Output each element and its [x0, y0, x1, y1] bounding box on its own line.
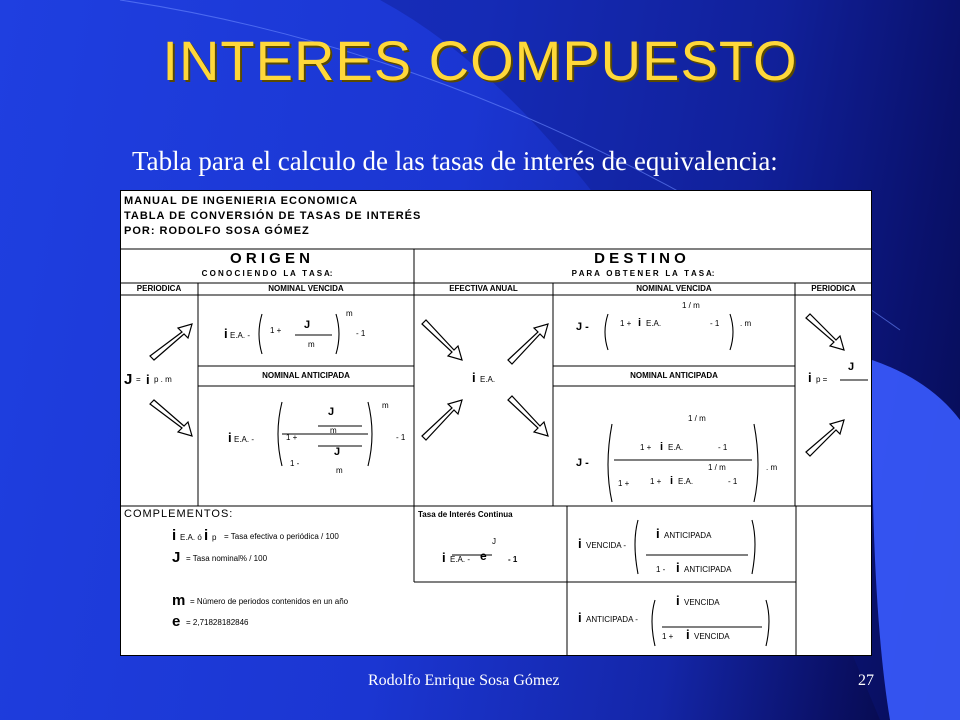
- svg-text:i: i: [676, 593, 680, 608]
- svg-text:i: i: [224, 326, 228, 341]
- svg-text:- 1: - 1: [396, 433, 406, 442]
- svg-text:i: i: [808, 370, 812, 385]
- origen-label: O R I G E N: [229, 250, 310, 267]
- svg-text:i: i: [670, 475, 674, 487]
- svg-text:1 / m: 1 / m: [708, 463, 726, 472]
- svg-text:m: m: [330, 426, 337, 435]
- svg-text:i: i: [204, 527, 209, 544]
- svg-text:J: J: [124, 371, 133, 388]
- svg-text:J: J: [492, 537, 496, 546]
- col-nominal-anticipada: NOMINAL ANTICIPADA: [262, 371, 350, 380]
- svg-text:ANTICIPADA -: ANTICIPADA -: [586, 615, 638, 624]
- svg-text:m: m: [172, 592, 186, 609]
- svg-text:J: J: [328, 406, 335, 418]
- svg-text:- 1: - 1: [718, 443, 728, 452]
- svg-text:- 1: - 1: [728, 477, 738, 486]
- continua-title: Tasa de Interés Continua: [418, 510, 513, 519]
- svg-text:VENCIDA: VENCIDA: [684, 598, 720, 607]
- svg-text:m: m: [382, 401, 389, 410]
- svg-text:. m: . m: [766, 463, 778, 472]
- svg-text:E.A.: E.A.: [678, 477, 694, 486]
- svg-text:i: i: [578, 610, 582, 625]
- svg-text:m: m: [346, 309, 353, 318]
- col-efectiva-anual: EFECTIVA ANUAL: [449, 284, 518, 293]
- svg-text:m: m: [336, 466, 343, 475]
- svg-text:J: J: [172, 549, 181, 566]
- origen-sublabel: C O N O C I E N D O L A T A S A:: [201, 269, 333, 278]
- svg-text:i: i: [228, 430, 232, 445]
- svg-text:. m: . m: [740, 319, 752, 328]
- svg-text:i: i: [686, 627, 690, 642]
- svg-text:E.A.: E.A.: [646, 319, 662, 328]
- col-periodica-2: PERIODICA: [811, 284, 856, 293]
- col-periodica: PERIODICA: [136, 284, 182, 293]
- svg-text:i: i: [472, 370, 476, 385]
- svg-text:- 1: - 1: [508, 555, 518, 564]
- svg-text:- 1: - 1: [356, 329, 366, 338]
- svg-text:- 1: - 1: [710, 319, 720, 328]
- svg-text:VENCIDA -: VENCIDA -: [586, 541, 627, 550]
- svg-text:i: i: [578, 536, 582, 551]
- slide-subtitle: Tabla para el calculo de las tasas de interés de equivalencia:: [132, 146, 778, 176]
- col-nominal-vencida-2: NOMINAL VENCIDA: [636, 284, 712, 293]
- svg-text:1 / m: 1 / m: [682, 301, 700, 310]
- header-line-2: TABLA DE CONVERSIÓN DE TASAS DE INTERÉS: [124, 210, 422, 222]
- svg-text:1 +: 1 +: [640, 443, 652, 452]
- destino-label: D E S T I N O: [594, 250, 686, 267]
- svg-text:i: i: [676, 560, 680, 575]
- svg-text:E.A.: E.A.: [668, 443, 684, 452]
- complement-1: = Tasa efectiva o periódica / 100: [224, 532, 339, 541]
- svg-text:i: i: [656, 526, 660, 541]
- svg-text:1 +: 1 +: [662, 632, 674, 641]
- svg-text:J -: J -: [576, 321, 589, 333]
- header-line-1: MANUAL DE INGENIERIA ECONOMICA: [124, 195, 359, 207]
- svg-text:p . m: p . m: [154, 375, 172, 384]
- complement-4: = 2,71828182846: [186, 618, 249, 627]
- svg-text:m: m: [308, 340, 315, 349]
- svg-text:E.A. ó: E.A. ó: [180, 533, 202, 542]
- svg-text:E.A. -: E.A. -: [234, 435, 255, 444]
- svg-text:1 / m: 1 / m: [688, 414, 706, 423]
- svg-text:ANTICIPADA: ANTICIPADA: [684, 565, 732, 574]
- svg-text:J: J: [304, 319, 311, 331]
- svg-text:1 +: 1 +: [286, 433, 298, 442]
- table-header-block: [124, 194, 421, 239]
- complement-3: = Número de periodos contenidos en un año: [190, 597, 349, 606]
- svg-text:ANTICIPADA: ANTICIPADA: [664, 531, 712, 540]
- svg-text:1 +: 1 +: [620, 319, 632, 328]
- complement-2: = Tasa nominal% / 100: [186, 554, 268, 563]
- svg-text:J: J: [334, 446, 341, 458]
- page-number: 27: [858, 672, 874, 689]
- svg-text:J -: J -: [576, 457, 589, 469]
- svg-text:p: p: [212, 533, 217, 542]
- svg-text:e: e: [172, 613, 181, 630]
- svg-text:=: =: [136, 375, 141, 384]
- svg-text:J: J: [848, 361, 855, 373]
- svg-text:i: i: [172, 527, 177, 544]
- svg-text:i: i: [442, 550, 446, 565]
- svg-text:p =: p =: [816, 375, 828, 384]
- svg-text:e: e: [480, 549, 487, 563]
- svg-text:1 +: 1 +: [618, 479, 630, 488]
- header-line-3: POR: RODOLFO SOSA GÓMEZ: [124, 225, 310, 237]
- svg-text:1 +: 1 +: [270, 326, 282, 335]
- svg-text:i: i: [638, 317, 642, 329]
- svg-text:i: i: [660, 441, 664, 453]
- col-nominal-vencida: NOMINAL VENCIDA: [268, 284, 344, 293]
- footer-author: Rodolfo Enrique Sosa Gómez: [368, 672, 560, 689]
- svg-text:i: i: [146, 372, 150, 387]
- svg-text:E.A.: E.A.: [480, 375, 496, 384]
- slide-title: INTERES COMPUESTO: [162, 29, 798, 92]
- svg-text:E.A. -: E.A. -: [230, 331, 251, 340]
- conversion-table: [120, 190, 872, 656]
- destino-sublabel: P A R A O B T E N E R L A T A S A:: [571, 269, 715, 278]
- svg-text:E.A. -: E.A. -: [450, 555, 471, 564]
- svg-text:1 -: 1 -: [656, 565, 666, 574]
- complementos-label: COMPLEMENTOS:: [124, 508, 234, 520]
- svg-text:VENCIDA: VENCIDA: [694, 632, 730, 641]
- svg-text:1 -: 1 -: [290, 459, 300, 468]
- col-nominal-anticipada-2: NOMINAL ANTICIPADA: [630, 371, 718, 380]
- svg-text:1 +: 1 +: [650, 477, 662, 486]
